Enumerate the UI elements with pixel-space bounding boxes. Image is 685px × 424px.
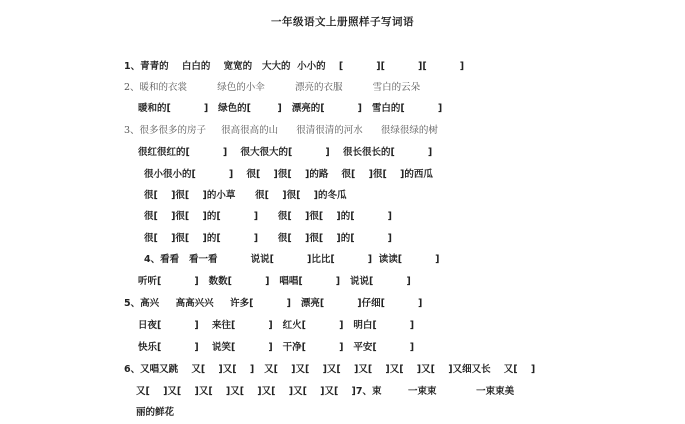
- exercise-line-14: 快乐[ ] 说笑[ ] 干净[ ] 平安[ ]: [138, 342, 415, 353]
- exercise-line-13: 日夜[ ] 来往[ ] 红火[ ] 明白[ ]: [138, 320, 415, 331]
- exercise-line-11: 听听[ ] 数数[ ] 唱唱[ ] 说说[ ]: [138, 276, 411, 287]
- exercise-line-3: 暖和的[ ] 绿色的[ ] 漂亮的[ ] 雪白的[ ]: [138, 103, 443, 114]
- exercise-line-9: 很[ ]很[ ]的[ ] 很[ ]很[ ]的[ ]: [144, 233, 393, 244]
- exercise-line-10: 4、看看 看一看 说说[ ]比比[ ] 读读[ ]: [144, 254, 440, 265]
- exercise-line-1: 1、青青的 白白的 宽宽的 大大的 小小的 [ ][ ][ ]: [124, 61, 465, 72]
- exercise-line-15: 6、又唱又跳 又[ ]又[ ] 又[ ]又[ ]又[ ]又[ ]又[ ]又[ ]又细又长 又[ ]: [124, 364, 536, 375]
- exercise-line-8: 很[ ]很[ ]的[ ] 很[ ]很[ ]的[ ]: [144, 211, 393, 222]
- exercise-line-16: 又[ ]又[ ]又[ ]又[ ]又[ ]又[ ]又[ ]7、束 一束束 一束束美: [136, 386, 515, 397]
- page-title: 一年级语文上册照样子写词语: [271, 16, 414, 28]
- exercise-line-2: 2、暖和的衣裳 绿色的小伞 漂亮的衣服 雪白的云朵: [124, 82, 421, 93]
- exercise-line-4: 3、很多很多的房子 很高很高的山 很清很清的河水 很绿很绿的树: [124, 125, 438, 136]
- exercise-line-7: 很[ ]很[ ]的小草 很[ ]很[ ]的冬瓜: [144, 190, 347, 201]
- exercise-line-12: 5、高兴 高高兴兴 许多[ ] 漂亮[ ]仔细[ ]: [124, 298, 423, 309]
- exercise-line-5: 很红很红的[ ] 很大很大的[ ] 很长很长的[ ]: [138, 147, 433, 158]
- exercise-line-17: 丽的鲜花: [136, 407, 175, 418]
- exercise-line-6: 很小很小的[ ] 很[ ]很[ ]的路 很[ ]很[ ]的西瓜: [144, 169, 433, 180]
